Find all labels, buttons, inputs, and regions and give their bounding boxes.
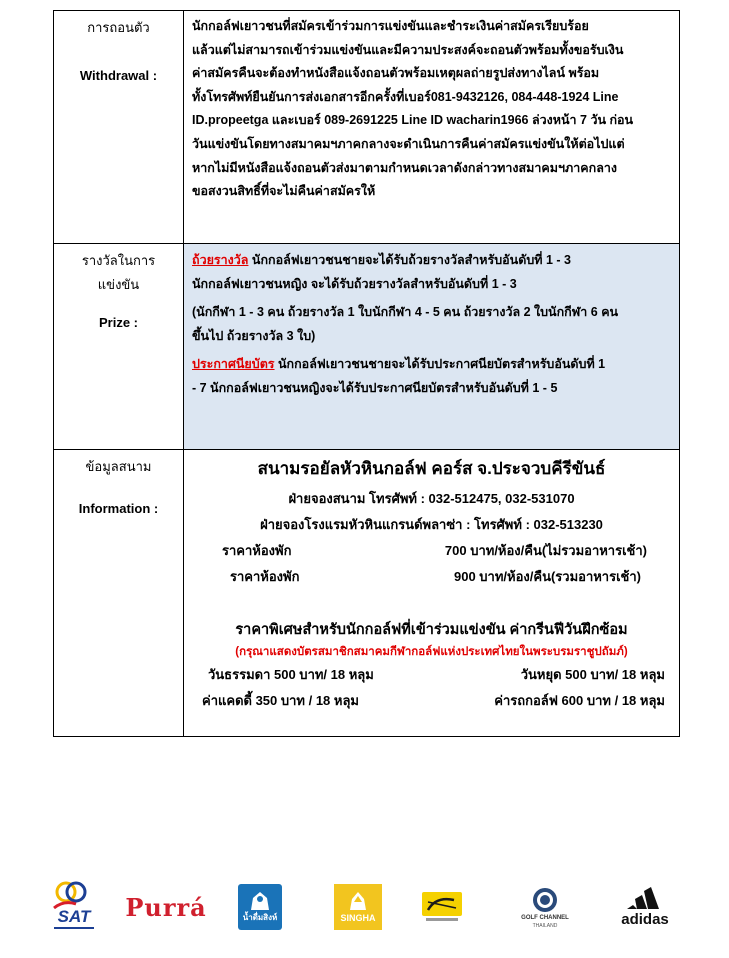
withdrawal-label-cell xyxy=(54,11,184,244)
withdrawal-content-cell xyxy=(184,11,680,244)
venue-title: สนามรอยัลหัวหินกอล์ฟ คอร์ส จ.ประจวบคีรีขันธ์ xyxy=(257,459,606,478)
information-content-cell xyxy=(184,450,680,737)
singha-logo-text: SINGHA xyxy=(340,913,376,923)
information-label-th: ข้อมูลสนาม xyxy=(85,459,152,474)
adidas-logo-text: adidas xyxy=(621,911,669,928)
trophy-text-2: นักกอล์ฟเยาวชนหญิง จะได้รับถ้วยรางวัลสำหรับอันดับที่ 1 - 3 xyxy=(192,277,517,291)
prize-label-en: Prize : xyxy=(98,315,138,330)
prize-label-th-1: รางวัลในการ xyxy=(81,253,156,268)
sat-logo-text: SAT xyxy=(57,907,91,926)
prize-content-cell xyxy=(184,244,680,450)
trophy-note-1: (นักกีฬา 1 - 3 คน ถ้วยรางวัล 1 ใบนักกีฬา 4 - 5 คน ถ้วยรางวัล 2 ใบนักกีฬา 6 คน xyxy=(192,305,619,319)
service-fee-row xyxy=(192,688,671,714)
room-rate-value: 700 บาท/ห้อง/คืน(ไม่รวมอาหารเช้า) xyxy=(444,543,647,558)
withdrawal-line: ขอสงวนสิทธิ์ที่จะไม่คืนค่าสมัครให้ xyxy=(192,184,376,199)
purra-logo-text: Purrá xyxy=(125,892,207,922)
room-rate-row xyxy=(192,538,671,564)
room-rate-label: ราคาห้องพัก xyxy=(230,569,300,584)
trophy-link[interactable]: ถ้วยรางวัล xyxy=(192,253,249,267)
room-rate-row xyxy=(192,564,671,590)
special-price-note: (กรุณาแสดงบัตรสมาชิกสมาคมกีฬากอล์ฟแห่งประเทศไทยในพระบรมราชูปถัมภ์) xyxy=(235,646,628,658)
prize-label-th-2: แข่งขัน xyxy=(97,277,140,292)
withdrawal-label-en: Withdrawal : xyxy=(79,68,158,83)
information-label-cell xyxy=(54,450,184,737)
special-price-title: ราคาพิเศษสำหรับนักกอล์ฟที่เข้าร่วมแข่งขัน ค่ากรีนฟีวันฝึกซ้อม xyxy=(235,622,628,638)
certificate-text-1: นักกอล์ฟเยาวชนชายจะได้รับประกาศนียบัตรสำหรับอันดับที่ 1 xyxy=(274,357,606,371)
singha-logo xyxy=(334,884,382,930)
withdrawal-row xyxy=(54,11,680,244)
trophy-note-2: ขึ้นไป ถ้วยรางวัล 3 ใบ) xyxy=(192,329,316,343)
withdrawal-line: วันแข่งขันโดยทางสมาคมฯภาคกลางจะดำเนินการคืนค่าสมัครแข่งขันให้ต่อไปแต่ xyxy=(192,136,625,151)
yellow-sponsor-logo xyxy=(420,890,464,924)
golf-channel-text: GOLF CHANNEL xyxy=(521,915,569,921)
namtip-logo xyxy=(238,884,282,930)
weekday-fee: วันธรรมดา 500 บาท/ 18 หลุม xyxy=(208,667,374,682)
cart-fee: ค่ารถกอล์ฟ 600 บาท / 18 หลุม xyxy=(494,693,665,708)
weekend-fee: วันหยุด 500 บาท/ 18 หลุม xyxy=(520,667,665,682)
withdrawal-label-th: การถอนตัว xyxy=(87,20,150,35)
withdrawal-line: ทั้งโทรศัพท์ยืนยันการส่งเอกสารอีกครั้งที่เบอร์081-9432126, 084-448-1924 Line xyxy=(192,89,619,104)
purra-logo xyxy=(126,890,206,924)
information-label-en: Information : xyxy=(78,501,159,516)
withdrawal-text xyxy=(184,11,679,204)
hotel-booking: ฝ่ายจองโรงแรมหัวหินแกรนด์พลาซ่า : โทรศัพท์ : 032-513230 xyxy=(260,517,603,532)
withdrawal-line: ค่าสมัครคืนจะต้องทำหนังสือแจ้งถอนตัวพร้อมเหตุผลถ่ายรูปส่งทางไลน์ พร้อม xyxy=(192,66,600,81)
withdrawal-line: นักกอล์ฟเยาวชนที่สมัครเข้าร่วมการแข่งขันและชำระเงินค่าสมัครเรียบร้อย xyxy=(192,19,589,33)
information-row xyxy=(54,450,680,737)
namtip-logo-text: น้ำดื่มสิงห์ xyxy=(242,913,278,922)
prize-label-cell xyxy=(54,244,184,450)
rules-table xyxy=(53,10,680,737)
trophy-line xyxy=(192,248,671,272)
golf-channel-subtext: THAILAND xyxy=(532,923,558,929)
sponsor-logos xyxy=(40,876,690,938)
room-rate-label: ราคาห้องพัก xyxy=(222,543,292,558)
prize-row xyxy=(54,244,680,450)
caddie-fee: ค่าแคดดี้ 350 บาท / 18 หลุม xyxy=(202,693,360,708)
certificate-line xyxy=(192,352,671,376)
withdrawal-line: แล้วแต่ไม่สามารถเข้าร่วมแข่งขันและมีความประสงค์จะถอนตัวพร้อมทั้งขอรับเงิน xyxy=(192,42,624,57)
trophy-text-1: นักกอล์ฟเยาวชนชายจะได้รับถ้วยรางวัลสำหรับอันดับที่ 1 - 3 xyxy=(248,253,571,267)
golf-channel-logo xyxy=(510,882,580,934)
withdrawal-line: ID.propeetga และเบอร์ 089-2691225 Line ID wacharin1966 ล่วงหน้า 7 วัน ก่อน xyxy=(192,113,634,128)
course-booking: ฝ่ายจองสนาม โทรศัพท์ : 032-512475, 032-531070 xyxy=(288,491,575,506)
withdrawal-line: หากไม่มีหนังสือแจ้งถอนตัวส่งมาตามกำหนดเวลาดังกล่าวทางสมาคมฯภาคกลาง xyxy=(192,160,618,175)
green-fee-row xyxy=(192,662,671,688)
certificate-text-2: - 7 นักกอล์ฟเยาวชนหญิงจะได้รับประกาศนียบัตรสำหรับอันดับที่ 1 - 5 xyxy=(192,381,558,395)
room-rate-value: 900 บาท/ห้อง/คืน(รวมอาหารเช้า) xyxy=(454,569,641,584)
certificate-link[interactable]: ประกาศนียบัตร xyxy=(192,357,275,371)
adidas-logo xyxy=(610,880,680,934)
sat-logo xyxy=(40,878,110,936)
